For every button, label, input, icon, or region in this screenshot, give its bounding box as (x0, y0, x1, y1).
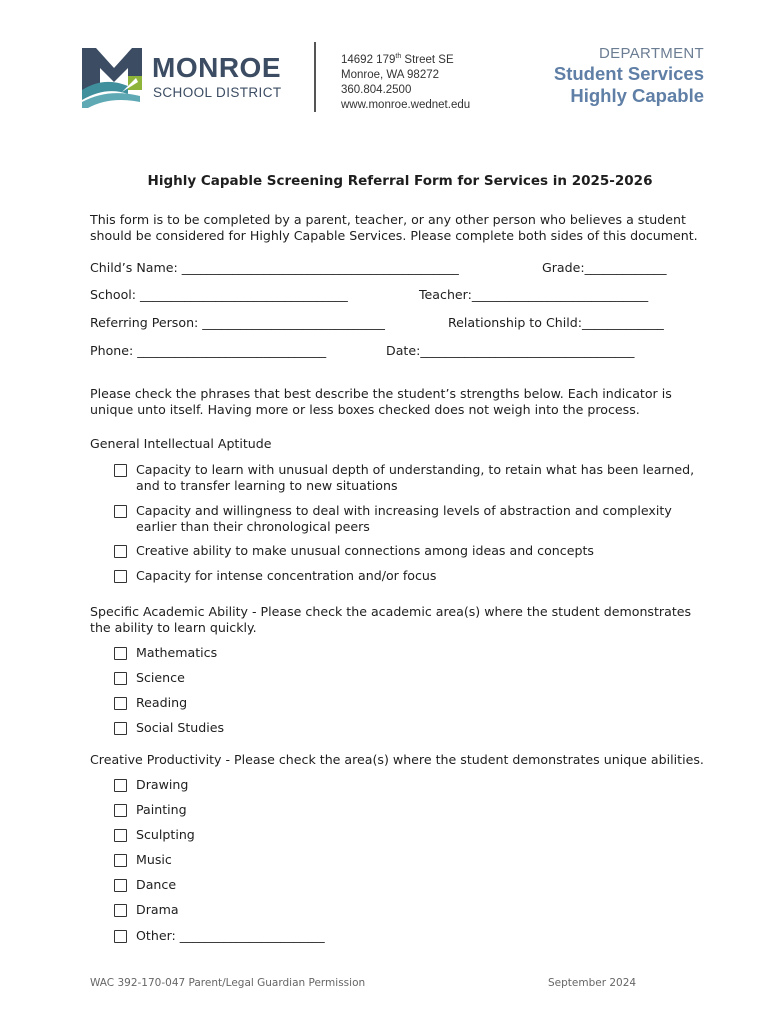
checkbox[interactable] (114, 672, 127, 685)
checkbox-label: Painting (136, 802, 187, 817)
checkbox[interactable] (114, 505, 127, 518)
street-number: 14692 179 (341, 53, 396, 66)
district-logo (82, 46, 302, 108)
checkbox[interactable] (114, 464, 127, 477)
checkbox-label: Other: _______________________ (136, 928, 325, 943)
checkbox-label: Dance (136, 877, 177, 892)
child-name-row (90, 260, 710, 278)
checkbox[interactable] (114, 697, 127, 710)
date-field[interactable]: Date:__________________________________ (386, 343, 635, 358)
checkbox[interactable] (114, 779, 127, 792)
checkbox[interactable] (114, 829, 127, 842)
checkbox[interactable] (114, 854, 127, 867)
checkbox[interactable] (114, 545, 127, 558)
checkbox-label: Creative ability to make unusual connections among ideas and concepts (136, 543, 594, 558)
checkbox[interactable] (114, 647, 127, 660)
child-name-field[interactable]: Child’s Name: ____________________________________________ (90, 260, 459, 275)
department-name: Student Services (553, 63, 704, 84)
teacher-field[interactable]: Teacher:____________________________ (419, 287, 649, 302)
logo-wordmark: MONROE (152, 52, 281, 83)
referring-person-field[interactable]: Referring Person: _____________________________ (90, 315, 385, 330)
school-row (90, 287, 710, 305)
checkbox-label: Capacity to learn with unusual depth of understanding, to retain what has been learned, and to transfer learning to new situations (136, 462, 695, 493)
district-address (341, 49, 470, 113)
logo-subtitle: SCHOOL DISTRICT (153, 85, 282, 100)
checkbox[interactable] (114, 930, 127, 943)
general-aptitude-heading: General Intellectual Aptitude (90, 436, 272, 451)
header-divider (314, 42, 316, 112)
school-field[interactable]: School: _________________________________ (90, 287, 348, 302)
street-name: Street SE (401, 53, 454, 66)
checkbox-label: Science (136, 670, 185, 685)
referring-row (90, 315, 710, 333)
district-website: www.monroe.wednet.edu (341, 98, 471, 111)
department-label: DEPARTMENT (599, 45, 704, 62)
checkbox[interactable] (114, 570, 127, 583)
checkbox[interactable] (114, 904, 127, 917)
checkbox-label: Drama (136, 902, 179, 917)
checkbox[interactable] (114, 804, 127, 817)
footer-date: September 2024 (548, 977, 637, 989)
checkbox-label: Sculpting (136, 827, 195, 842)
address-city: Monroe, WA 98272 (341, 68, 440, 81)
footer-wac-reference: WAC 392-170-047 Parent/Legal Guardian Permission (90, 977, 366, 989)
checkbox[interactable] (114, 879, 127, 892)
form-intro: This form is to be completed by a parent, teacher, or any other person who believes a student should be considered for Highly Capable Services. Please complete both sides of this document. (90, 212, 698, 243)
checkbox-label: Reading (136, 695, 188, 710)
checkbox-label: Social Studies (136, 720, 225, 735)
letterhead (0, 0, 770, 130)
checkbox-label: Mathematics (136, 645, 218, 660)
program-name: Highly Capable (570, 84, 704, 106)
checkbox-label: Capacity for intense concentration and/or focus (136, 568, 437, 583)
checkbox[interactable] (114, 722, 127, 735)
address-street (341, 49, 470, 68)
creative-productivity-heading: Creative Productivity - Please check the area(s) where the student demonstrates unique abilities. (90, 752, 704, 767)
phone-row (90, 343, 710, 361)
form-title: Highly Capable Screening Referral Form for Services in 2025-2026 (147, 173, 653, 189)
district-phone: 360.804.2500 (341, 83, 412, 96)
checkbox-label: Capacity and willingness to deal with increasing levels of abstraction and complexity earlier than their chronological peers (136, 503, 672, 534)
checkbox-label: Drawing (136, 777, 189, 792)
phone-field[interactable]: Phone: ______________________________ (90, 343, 327, 358)
academic-ability-heading: Specific Academic Ability - Please check the academic area(s) where the student demonstrates the ability to learn quickly. (90, 604, 692, 635)
relationship-field[interactable]: Relationship to Child:_____________ (448, 315, 664, 330)
grade-field[interactable]: Grade:_____________ (542, 260, 667, 275)
checkbox-label: Music (136, 852, 172, 867)
monroe-m-logo-icon (82, 46, 146, 108)
department-block (554, 46, 704, 105)
instructions: Please check the phrases that best describe the student’s strengths below. Each indicator is unique unto itself. Having more or less boxes checked does not weigh into the process. (90, 386, 672, 417)
street-ordinal: th (395, 53, 402, 60)
